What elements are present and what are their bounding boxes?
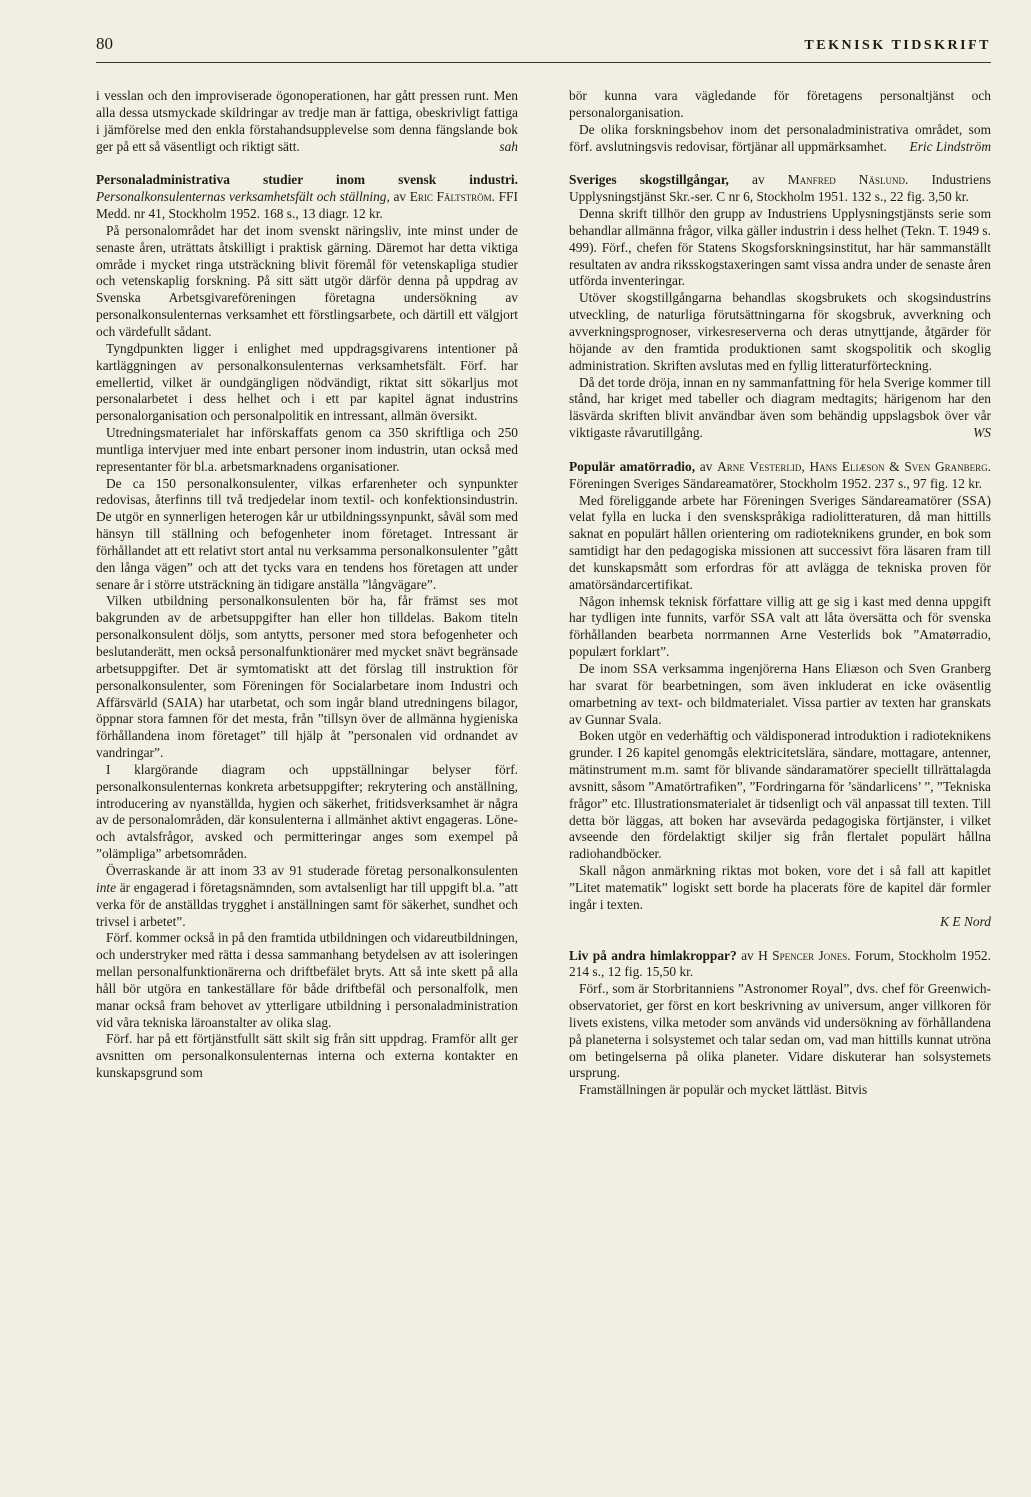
paragraph: Förf. kommer också in på den framtida utbildningen och vidareutbildningen, och understryker med rätta i dessa sammanhang betydelsen av att isoleringen mellan personalfunktionärerna och driftbefälet bryts. Att så inte skett på alla håll bör utgöra en tankeställare för både driftbefäl och personalfolk, men manar också fram behovet av ytterligare utbildning i personaladministration vid våra tekniska läroanstalter av olika slag. (96, 930, 518, 1030)
publication-info: Forum, Stockholm 1952. 214 s., 12 fig. 15,50 kr. (569, 947, 991, 980)
paragraph: I klargörande diagram och uppställningar belyser förf. personalkonsulenternas konkreta arbetsuppgifter; rekrytering och anställning, introducering av nyanställda, hygien och säkerhet, fritidsverksamhet är några av de personalområden, där konsulenterna i allmänhet aktivt engageras. Löne- och avtalsfrågor, avsked och permitteringar anges som exempel på ”olämpliga” arbetsområden. (96, 761, 518, 862)
paragraph: Då det torde dröja, innan en ny sammanfattning för hela Sverige kommer till stånd, har kriget med tabeller och diagram medtagits; härigenom har den läsvärda skriften blivit användbar även som behändig uppslagsbok över vår viktigaste råvarutillgång. WS (569, 374, 991, 441)
book-title: Populär amatörradio, (569, 458, 696, 474)
page-number: 80 (96, 34, 113, 53)
left-column (96, 88, 518, 1082)
paragraph: Med föreliggande arbete har Föreningen Sveriges Sändareamatörer (SSA) velat fylla en lucka i den svenskspråkiga radiolitteraturen, då man hittills saknat en populärt hållen orientering om radioteknikens grunder, en bok som samtidigt har den pedagogiska missionen att successivt föra läsaren fram till det kunskapsmått som erfordras för att avlägga de tekniska proven för amatörsändarcertifikat. (569, 492, 991, 592)
paragraph: Tyngdpunkten ligger i enlighet med uppdragsgivarens intentioner på kartläggningen av personalkonsulenternas verksamhetsfält. Förf. har emellertid, vilket är oundgängligen nödvändigt, riktat sitt sökarljus mot personalarbetet i dess helhet och i ett par kapitel ägnat industrins personalorganisation och personalpolitik en intressant, allmän översikt. (96, 340, 518, 424)
paragraph: Vilken utbildning personalkonsulenten bör ha, får främst ses mot bakgrunden av de arbetsuppgifter han eller hon tilldelas. Bakom titeln personalkonsulent döljs, som antytts, personer med stora befogenheter och beslutanderätt, men också personalfunktionärer med mycket snävt begränsade arbetsuppgifter. Det är symtomatiskt att det förslag till instruktion för personalkonsulenter, som Föreningen för Socialarbetare inom Industri och Affärsvärld (SAIA) har utarbetat, och som ingår bland utredningens bilagor, öppnar stora famnen för det mesta, från ”tillsyn över de allmänna hygieniska förhållandena inom företaget” till hjälp åt ”personalen vid ordnandet av vandringar”. (96, 593, 518, 761)
publication-info: FFI Medd. nr 41, Stockholm 1952. 168 s., 13 diagr. 12 kr. (96, 189, 518, 222)
book-author: Manfred Näslund. (787, 172, 909, 188)
paragraph: De olika forskningsbehov inom det personaladministrativa området, som förf. avslutningsvis redovisar, förtjänar all uppmärksamhet. Eric Lindström (569, 121, 991, 154)
review-heading: Populär amatörradio, av Arne Vesterlid, Hans Eliæson & Sven Granberg. Föreningen Sveriges Sändareamatörer, Stockholm 1952. 237 s., 97 fig. 12 kr. (569, 458, 991, 491)
paragraph: Denna skrift tillhör den grupp av Industriens Upplysningstjänsts serie som behandlar allmänna frågor, vilka gäller industrin i dess helhet (Tekn. T. 1949 s. 499). Förf., chefen för Statens Skogsforskningsinstitut, har här sammanställt resultaten av andra riksskogstaxeringen samt vissa andra under de senaste åren utförda inventeringar. (569, 206, 991, 289)
book-author: Arne Vesterlid, Hans Eliæson & Sven Granberg. (717, 458, 991, 474)
paragraph: bör kunna vara vägledande för företagens personaltjänst och personalorganisation. (569, 88, 991, 120)
paragraph: Utöver skogstillgångarna behandlas skogsbrukets och skogsindustrins utveckling, de naturliga förutsättningarna för skogsbruk, avverkning och avverkningsprognoser, virkesreserverna och deras utnyttjande, åtgärder för höjande av den framtida produktionen samt skogspolitik och skoglig administration. Skriften avslutas med en fyllig litteraturförteckning. (569, 290, 991, 373)
book-author: Eric Fältström. (409, 189, 495, 205)
book-title: Sveriges skogstillgångar, (569, 172, 729, 188)
paragraph: Överraskande är att inom 33 av 91 studerade företag personalkonsulenten inte är engagerad i företagsnämnden, som avtalsenligt har till uppgift bl.a. ”att verka för de anställdas trygghet i anställningen samt för säkerhet, sundhet och trivsel i arbetet”. (96, 862, 518, 929)
reviewer-signature: WS (973, 425, 991, 441)
paragraph: Utredningsmaterialet har införskaffats genom ca 350 skriftliga och 250 muntliga intervjuer med inte enbart personer inom industrin, utan också med representanter för bl.a. arbetsmarknadens organisationer. (96, 425, 518, 474)
header-rule (96, 62, 991, 63)
paragraph: Förf. har på ett förtjänstfullt sätt skilt sig från sitt uppdrag. Framför allt ger avsnitten om personalkonsulenternas interna och externa kontakter en kunskapsgrund som (96, 1031, 518, 1081)
paragraph: Skall någon anmärkning riktas mot boken, vore det i så fall att kapitlet ”Litet matematik” logiskt sett borde ha placerats före de kapitel där formler ingår i texten. (569, 863, 991, 912)
book-title: Liv på andra himlakroppar? (569, 947, 737, 963)
publication-info: Industriens Upplysningstjänst Skr.-ser. C nr 6, Stockholm 1951. 132 s., 22 fig. 3,50 kr. (569, 172, 991, 205)
book-title: Personaladministrativa studier inom svensk industri. (96, 172, 518, 188)
reviewer-signature: sah (499, 138, 518, 154)
paragraph: i vesslan och den improviserade ögonoperationen, har gått pressen runt. Men alla dessa utsmyckade skildringar av tredje man är fattiga, obeskrivligt fattiga i jämförelse med den enkla förstahandsupplevelse som denna fängslande bok ger på ett så väsentligt och riktigt sätt. sah (96, 88, 518, 154)
review-heading: Liv på andra himlakroppar? av H Spencer Jones. Forum, Stockholm 1952. 214 s., 12 fig. 15,50 kr. (569, 947, 991, 980)
reviewer-signature: Eric Lindström (909, 138, 991, 154)
publication-info: Föreningen Sveriges Sändareamatörer, Stockholm 1952. 237 s., 97 fig. 12 kr. (569, 475, 983, 491)
journal-title: TEKNISK TIDSKRIFT (804, 38, 991, 53)
reviewer-signature: K E Nord (940, 913, 991, 929)
book-subtitle: Personalkonsulenternas verksamhetsfält och ställning, (96, 189, 390, 205)
paragraph: På personalområdet har det inom svenskt näringsliv, inte minst under de senaste åren, uträttats åtskilligt i praktisk gärning. Däremot har detta viktiga område i mycket ringa utsträckning blivit föremål för vetenskapliga studier och vetenskaplig forskning. På sitt sätt utgör därför denna på uppdrag av Svenska Arbetsgivareföreningen företagna undersökning av personalkonsulenternas verksamhet ett förstlingsarbete, och därtill ett välgjort och värdefullt sådant. (96, 222, 518, 339)
paragraph: Framställningen är populär och mycket lättläst. Bitvis (579, 1082, 868, 1098)
paragraph: Någon inhemsk teknisk författare villig att ge sig i kast med denna uppgift har tydligen inte funnits, varför SSA valt att låta översätta och för svenska förhållanden bearbeta norrmannen Arne Vesterlids bok ”Amatørradio, populært forklart”. (569, 593, 991, 660)
paragraph: Förf., som är Storbritanniens ”Astronomer Royal”, dvs. chef för Greenwich-observatoriet, ger först en kort beskrivning av universum, anger villkoren för livets existens, vilka metoder som används vid undersökning av förhållandena på planeterna i solsystemet och talar sedan om, vad man hittills kunnat utröna om betingelserna på olika planeter. Vidare diskuterar han solsystemets ursprung. (569, 981, 991, 1081)
review-heading: Sveriges skogstillgångar, av Manfred Näslund. Industriens Upplysningstjänst Skr.-ser. C nr 6, Stockholm 1951. 132 s., 22 fig. 3,50 kr. (569, 172, 991, 205)
paragraph: Boken utgör en vederhäftig och väldisponerad introduktion i radioteknikens grunder. I 26 kapitel genomgås elektricitetslära, sändare, mottagare, antenner, mätinstrument m.m. samt för blivande sändaramatörer speciellt tillrättalagda avsnitt, såsom ”Amatörtrafiken”, ”Fordringarna för ’sändarlicens’ ”, ”Tekniska frågor” etc. Illustrationsmaterialet är tidsenligt och väl anpassat till texten. Till detta bör läggas, att boken har avsevärda pedagogiska förtjänster, i vilket avseende den fördelaktigt skiljer sig från flertalet populärt hållna radiohandböcker. (569, 728, 991, 862)
book-author: H Spencer Jones. (758, 947, 851, 963)
paragraph: De ca 150 personalkonsulenter, vilkas erfarenheter och synpunkter redovisas, återfinns till två tredjedelar inom textil- och konfektionsindustrin. De utgör en synnerligen heterogen kår ur utbildningssynpunkt, såväl som med hänsyn till ställning och befogenheter inom företaget. Intressant är förhållandet att ett relativt stort antal nu verksamma personalkonsulenter ”gått den långa vägen” och att det tycks vara en tendens hos företagen att under senare år i större utsträckning än tidigare anställa ”långvägare”. (96, 475, 518, 592)
right-column (569, 88, 991, 1099)
paragraph: De inom SSA verksamma ingenjörerna Hans Eliæson och Sven Granberg har svarat för bearbetningen, som även inkluderat en icke oväsentlig omarbetning av text- och bildmaterialet. Vissa partier av texten har granskats av Gunnar Svala. (569, 661, 991, 727)
review-heading: Personaladministrativa studier inom svensk industri. Personalkonsulenternas verksamhetsfält och ställning, av Eric Fältström. FFI Medd. nr 41, Stockholm 1952. 168 s., 13 diagr. 12 kr. (96, 172, 518, 222)
